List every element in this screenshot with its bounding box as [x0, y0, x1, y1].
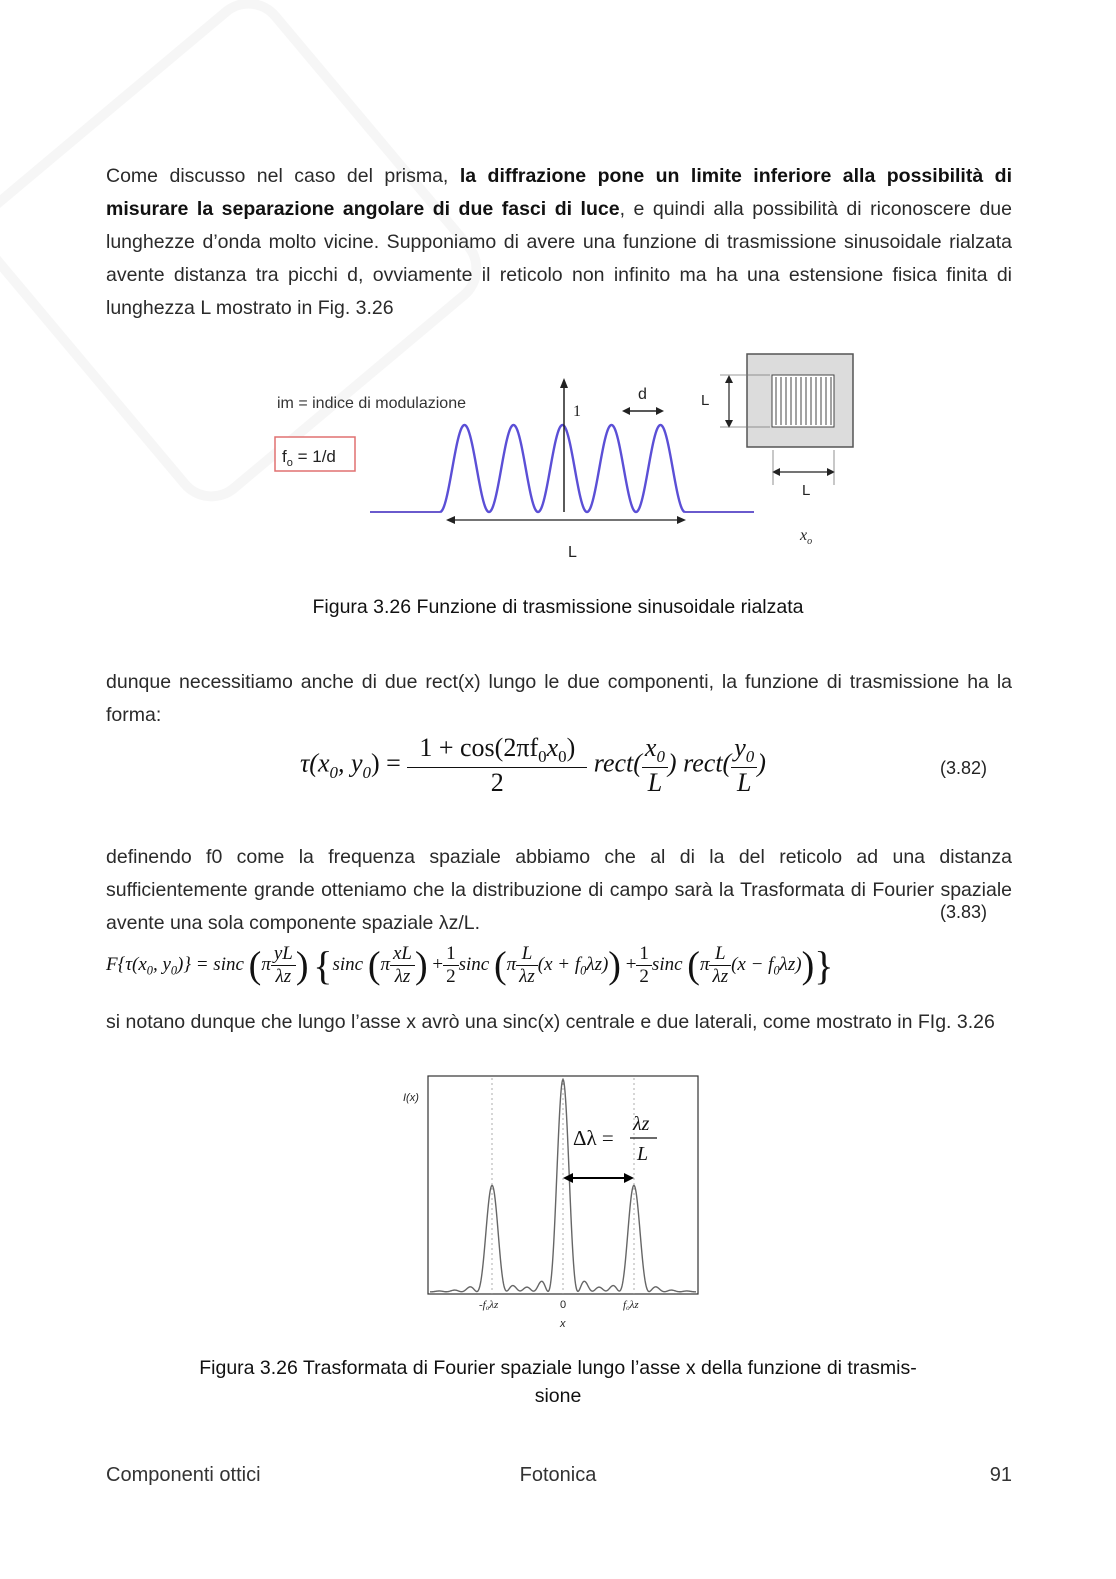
- delta-lambda-num: λz: [633, 1113, 650, 1135]
- paragraph-rect-form: dunque necessitiamo anche di due rect(x) lungo le due componenti, la funzione di trasmissione ha la forma:: [106, 671, 1012, 726]
- modulation-label: im = indice di modulazione: [277, 395, 466, 412]
- main-length-label: L: [568, 544, 577, 561]
- vertical-length-label: L: [701, 392, 710, 409]
- period-label: d: [638, 386, 647, 403]
- equation-number-3-83: (3.83): [940, 902, 988, 922]
- f0-label: $f_o = 1/d$: [282, 447, 336, 469]
- tick-zero: 0: [560, 1299, 567, 1311]
- figure2-caption: [0, 1354, 1116, 1410]
- paragraph-fourier: definendo f0 come la frequenza spaziale abbiamo che al di la del reticolo ad una distanza sufficientemente grande otteniamo che la distribuzione di campo sarà la Trasformata di Fourier spaziale avente una sola componente spaziale λz/L.: [106, 846, 1012, 934]
- delta-lambda-lhs: Δλ =: [573, 1126, 614, 1150]
- delta-lambda-den: L: [637, 1143, 649, 1165]
- main-length-arrow-right-head: [677, 516, 686, 524]
- paragraph-text: , e quindi alla possibilità di riconoscere due lunghezze d’onda molto vicine. Supponiamo di avere una funzione di trasmissione sinusoidale rialzata avente distanza tra picchi d, ovviamente il reticolo non infinito ma ha una estensione fisica finita di lunghezza L mostrato in Fig. 3.26: [106, 198, 1012, 319]
- equation-number-3-82: (3.82): [940, 758, 988, 778]
- footer-title: Fotonica: [519, 1464, 597, 1486]
- figure1-caption: Figura 3.26 Funzione di trasmissione sinusoidale rialzata: [312, 596, 804, 618]
- footer-section: Componenti ottici: [106, 1464, 261, 1486]
- figure2-caption-line1: Figura 3.26 Trasformata di Fourier spaziale lungo l’asse x della funzione di trasmis-: [199, 1357, 917, 1379]
- d-arrow-left-head: [622, 407, 630, 415]
- paragraph-bold-text: la diffrazione pone un limite inferiore alla possibilità di misurare la separazione angolare di due fasci di luce: [106, 165, 1012, 220]
- paragraph-text: Come discusso nel caso del prisma,: [106, 165, 460, 187]
- x-axis-label: x: [560, 1318, 566, 1330]
- equation-3-83: $F\{\tau(x_0$, $y_0)\} = \sin c$ (π $\frac{yL}{\lambda z}$ ) {sinc (π $\frac{xL}{\lambda z}$ ) + $\frac{1}{2}$ sinc (π $\frac{L}{\lambda z}$ $(x + f_0\lambda z)$) + $\frac{1}{2}$ sinc (π $\frac{L}{\lambda z}$ $(x - f_0\lambda z)$)}: [106, 943, 834, 988]
- equation-3-82: $\tau(x_0$, $y_0$) = $\frac{1 + \cos(2\pi f_0x_0)}{2}$ rect( $\frac{x_0}{L}$ ) rect( $\frac{y_0}{L}$ ): [300, 733, 766, 798]
- paragraph-sinc-description: si notano dunque che lungo l’asse x avrò una sinc(x) centrale e due laterali, come mostrato in FIg. 3.26: [106, 1011, 995, 1033]
- figure-fourier-transform: [395, 1070, 715, 1335]
- tick-left: -foλz: [479, 1299, 499, 1312]
- page-number: 91: [989, 1464, 1012, 1486]
- small-length-label: L: [802, 482, 811, 499]
- peak-height-label: 1: [573, 403, 581, 420]
- figure2-caption-line2: sione: [534, 1385, 582, 1407]
- tick-right: foλz: [623, 1299, 639, 1312]
- main-length-arrow-left-head: [446, 516, 455, 524]
- paragraph-diffraction-limit: [106, 160, 1012, 325]
- d-arrow-right-head: [656, 407, 664, 415]
- figure-transmission-function: [260, 345, 870, 570]
- sinusoid-curve: [440, 425, 685, 512]
- y-axis-label: I(x): [403, 1092, 419, 1104]
- vertical-axis-arrow: [560, 378, 568, 388]
- vertical-length-arrow-top: [725, 375, 733, 383]
- x0-axis-label: $x_o$: [800, 527, 813, 547]
